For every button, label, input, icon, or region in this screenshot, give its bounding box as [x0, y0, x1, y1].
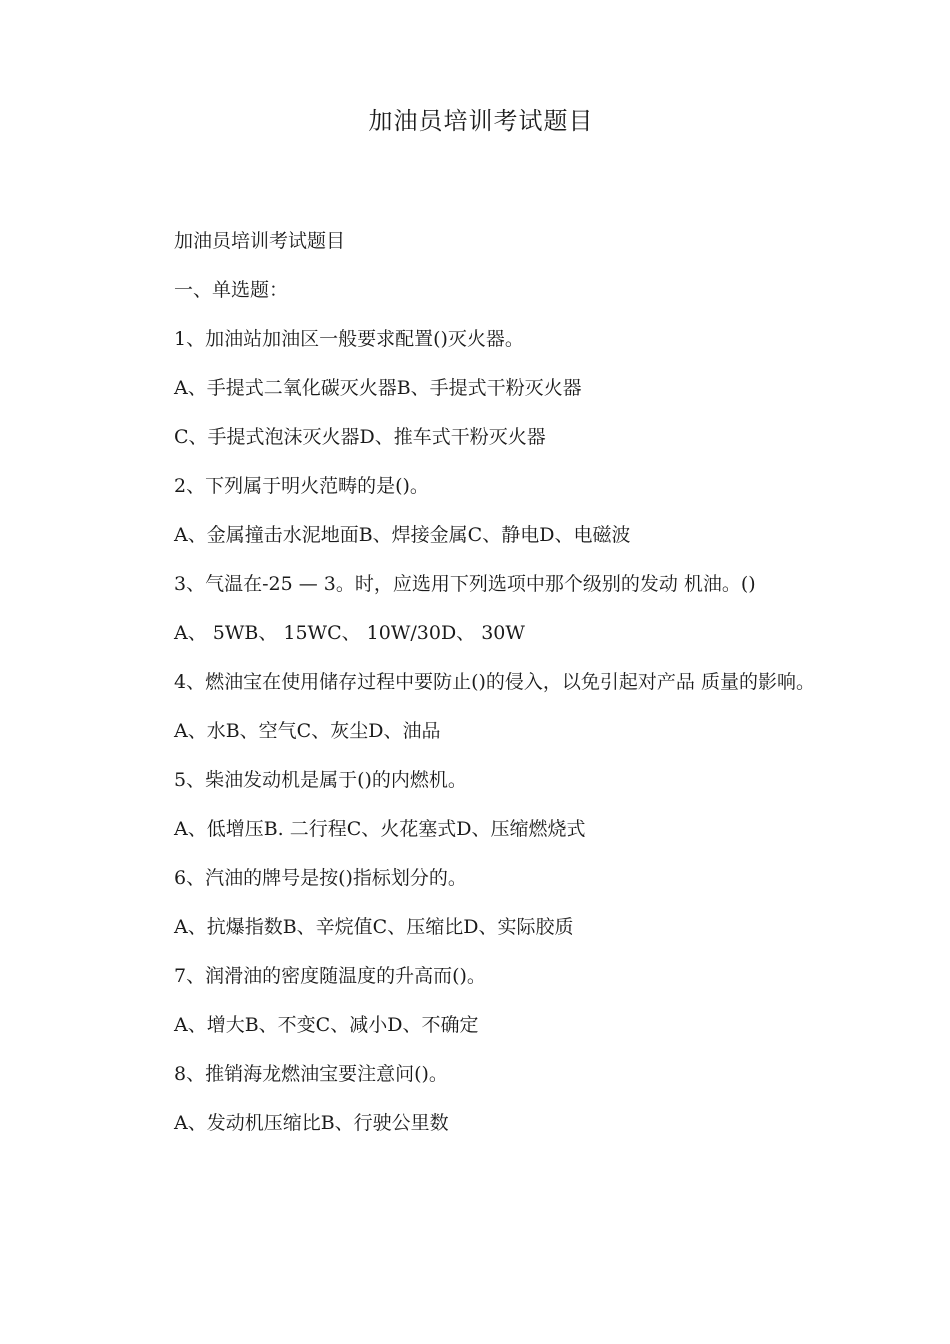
- question-3-options: A、 5WB、 15WC、 10W/30D、 30W: [174, 622, 525, 644]
- question-2: 2、下列属于明火范畴的是()。: [174, 475, 429, 497]
- question-7: 7、润滑油的密度随温度的升高而()。: [174, 965, 486, 987]
- question-5-options: A、低增压B. 二行程C、火花塞式D、压缩燃烧式: [174, 818, 586, 840]
- question-8-options: A、发动机压缩比B、行驶公里数: [174, 1112, 449, 1134]
- document-body: [140, 225, 830, 1156]
- section-heading-single-choice: 一、单选题：: [174, 279, 289, 301]
- question-1-options-cd: C、手提式泡沫灭火器D、推车式干粉灭火器: [174, 426, 546, 448]
- question-1-options-ab: A、手提式二氧化碳灭火器B、手提式干粉灭火器: [174, 377, 582, 399]
- document-title: 加油员培训考试题目: [368, 107, 594, 135]
- question-4-options: A、水B、空气C、灰尘D、油品: [174, 720, 441, 742]
- question-3: 3、气温在-25 — 3。时，应选用下列选项中那个级别的发动 机油。(): [174, 573, 756, 595]
- question-6: 6、汽油的牌号是按()指标划分的。: [174, 867, 467, 889]
- question-2-options: A、金属撞击水泥地面B、焊接金属C、静电D、电磁波: [174, 524, 631, 546]
- question-6-options: A、抗爆指数B、辛烷值C、压缩比D、实际胶质: [174, 916, 574, 938]
- question-8: 8、推销海龙燃油宝要注意问()。: [174, 1063, 448, 1085]
- question-5: 5、柴油发动机是属于()的内燃机。: [174, 769, 467, 791]
- paragraph-subtitle: 加油员培训考试题目: [174, 230, 346, 252]
- question-4: 4、燃油宝在使用储存过程中要防止()的侵入，以免引起对产品 质量的影响。: [174, 671, 815, 693]
- question-7-options: A、增大B、不变C、减小D、不确定: [174, 1014, 479, 1036]
- question-1: 1、加油站加油区一般要求配置()灭火器。: [174, 328, 524, 350]
